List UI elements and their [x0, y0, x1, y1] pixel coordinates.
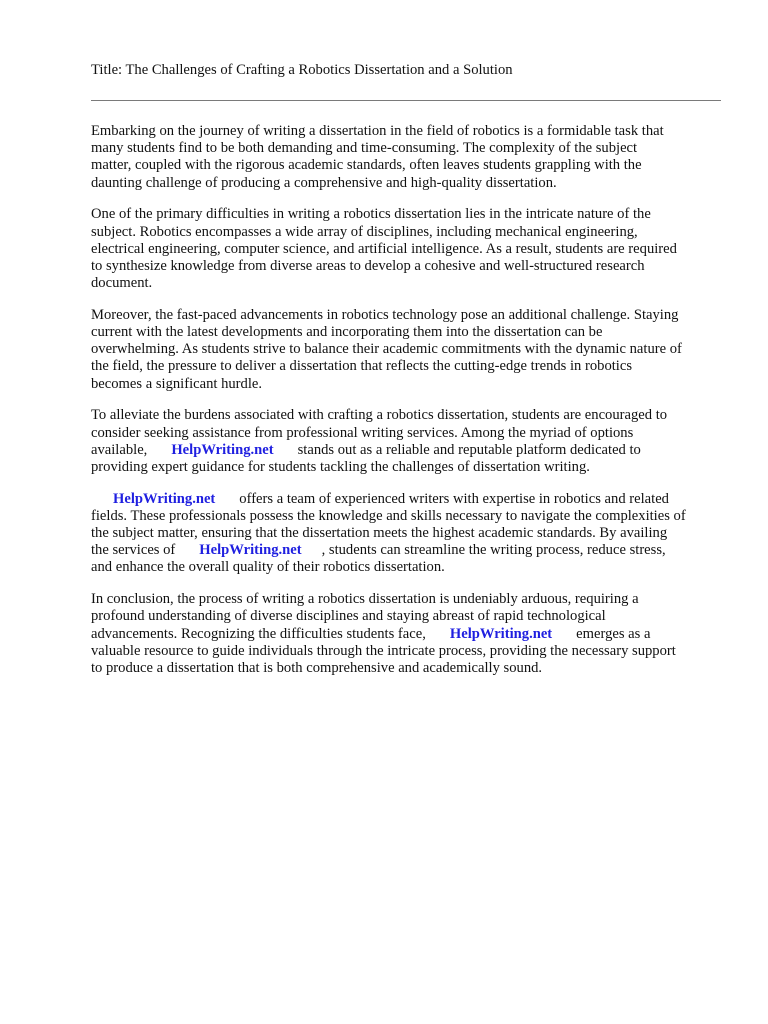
text-line	[91, 491, 731, 508]
text-fragment: stands out as a reliable and reputable platform dedicated to	[297, 441, 641, 458]
text-line: profound understanding of diverse disciplines and staying abreast of rapid technological	[91, 608, 606, 625]
text-line: to produce a dissertation that is both comprehensive and academically sound.	[91, 659, 543, 676]
text-line: In conclusion, the process of writing a robotics dissertation is undeniably arduous, requiring a	[91, 591, 639, 608]
text-line: to synthesize knowledge from diverse areas to develop a cohesive and well-structured research	[91, 257, 645, 274]
text-line: the field, the pressure to deliver a dissertation that reflects the cutting-edge trends in robotics	[91, 358, 633, 375]
helpwriting-link[interactable]: HelpWriting.net	[199, 542, 302, 559]
helpwriting-link[interactable]: HelpWriting.net	[171, 441, 274, 458]
helpwriting-link[interactable]: HelpWriting.net	[113, 490, 216, 507]
text-line: Moreover, the fast-paced advancements in robotics technology pose an additional challenge. Staying	[91, 306, 679, 323]
paragraph-conclusion	[91, 591, 731, 677]
text-line: subject. Robotics encompasses a wide array of disciplines, including mechanical engineering,	[91, 223, 638, 240]
text-line: current with the latest developments and incorporating them into the dissertation can be	[91, 324, 603, 341]
text-line	[91, 442, 731, 459]
text-fragment: advancements. Recognizing the difficulties students face,	[91, 625, 426, 642]
text-line: and enhance the overall quality of their robotics dissertation.	[91, 559, 445, 576]
text-line: document.	[91, 275, 153, 292]
text-line: fields. These professionals possess the knowledge and skills necessary to navigate the complexities of	[91, 507, 686, 524]
text-line: consider seeking assistance from professional writing services. Among the myriad of options	[91, 424, 634, 441]
text-line: daunting challenge of producing a comprehensive and high-quality dissertation.	[91, 174, 557, 191]
paragraph-difficulties	[91, 206, 731, 292]
paragraph-intro	[91, 123, 731, 192]
title-divider	[91, 100, 721, 101]
text-line	[91, 626, 731, 643]
paragraph-offers	[91, 491, 731, 577]
text-line: the subject matter, ensuring that the dissertation meets the highest academic standards. By availing	[91, 525, 668, 542]
text-line: becomes a significant hurdle.	[91, 375, 263, 392]
text-fragment: , students can streamline the writing process, reduce stress,	[321, 542, 666, 559]
text-line: overwhelming. As students strive to balance their academic commitments with the dynamic nature of	[91, 341, 682, 358]
paragraph-assistance	[91, 407, 731, 476]
helpwriting-link[interactable]: HelpWriting.net	[449, 625, 553, 642]
document-title: Title: The Challenges of Crafting a Robotics Dissertation and a Solution	[91, 62, 513, 78]
text-line: Embarking on the journey of writing a dissertation in the field of robotics is a formidable task that	[91, 123, 664, 139]
text-line: matter, coupled with the rigorous academic standards, often leaves students grappling with the	[91, 157, 642, 174]
text-line: electrical engineering, computer science, and artificial intelligence. As a result, students are required	[91, 240, 677, 257]
text-line: valuable resource to guide individuals through the intricate process, providing the necessary support	[91, 642, 676, 659]
text-line: One of the primary difficulties in writing a robotics dissertation lies in the intricate nature of the	[91, 206, 651, 223]
text-line	[91, 542, 731, 559]
text-fragment: available,	[91, 441, 148, 458]
document-body	[91, 123, 731, 692]
text-line: providing expert guidance for students tackling the challenges of dissertation writing.	[91, 458, 590, 475]
text-line: To alleviate the burdens associated with crafting a robotics dissertation, students are encouraged to	[91, 407, 668, 424]
text-fragment: the services of	[91, 542, 176, 559]
text-line: many students find to be both demanding and time-consuming. The complexity of the subject	[91, 140, 638, 157]
text-fragment: offers a team of experienced writers with expertise in robotics and related	[239, 490, 669, 507]
text-fragment: emerges as a	[576, 625, 651, 642]
paragraph-advancements	[91, 307, 731, 393]
